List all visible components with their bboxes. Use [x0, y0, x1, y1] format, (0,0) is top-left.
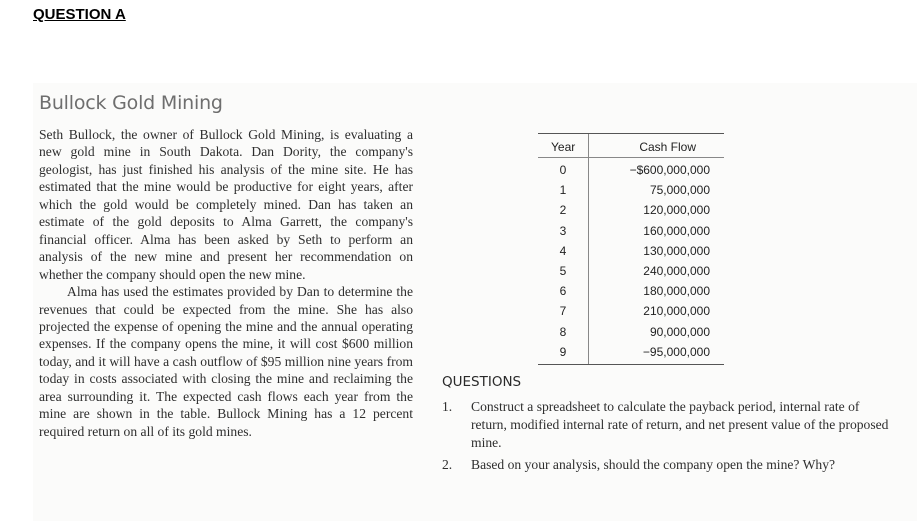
table-row — [538, 181, 724, 201]
table-row — [538, 343, 724, 363]
case-paragraph-2: Alma has used the estimates provided by Dan to determine the revenues that could be expected from the mine. She has also projected the expense of opening the mine and the annual operating expenses. If the company opens the mine, it will cost $600 million today, and it will have a cash outflow of $95 million nine years from today in costs associated with closing the mine and reclaiming the area surrounding it. The expected cash flows each year from the mine are shown in the table. Bullock Mining has a 12 percent required return on all of its gold mines. — [39, 284, 413, 439]
question-number: 1. — [442, 399, 453, 414]
cash-flow-cell: 160,000,000 — [643, 223, 710, 238]
question-text: Construct a spreadsheet to calculate the payback period, internal rate of return, modified internal rate of return, and net present value of the proposed mine. — [471, 399, 889, 450]
cash-flow-column-header: Cash Flow — [639, 140, 696, 154]
question-item — [442, 456, 892, 474]
questions-list — [442, 398, 892, 478]
cash-flow-cell: 180,000,000 — [643, 284, 710, 299]
table-row — [538, 323, 724, 343]
cash-flow-cell: 75,000,000 — [649, 183, 710, 198]
table-row — [538, 262, 724, 282]
year-cell: 4 — [559, 243, 567, 258]
cash-flow-cell: −$600,000,000 — [629, 163, 710, 177]
cash-flow-cell: 210,000,000 — [643, 304, 710, 319]
year-cell: 3 — [559, 223, 567, 238]
table-row — [538, 282, 724, 302]
year-cell: 6 — [559, 284, 567, 299]
case-paragraph-1: Seth Bullock, the owner of Bullock Gold Mining, is evaluating a new gold mine in South Dakota. Dan Dority, the company's geologist, has just finished his analysis of the mine site. He has estimated that the mine would be productive for eight years, after which the gold would be completely mined. Dan has taken an estimate of the gold deposits to Alma Garrett, the company's financial officer. Alma has been asked by Seth to perform an analysis of the new mine and present her recommendation on whether the company should open the new mine. — [39, 127, 413, 282]
question-number: 2. — [442, 457, 453, 472]
table-row — [538, 302, 724, 322]
year-cell: 5 — [559, 263, 567, 278]
case-title: Bullock Gold Mining — [39, 92, 223, 114]
questions-title: QUESTIONS — [442, 374, 522, 390]
cash-flow-cell: −95,000,000 — [642, 344, 710, 359]
table-header-row — [538, 134, 724, 158]
year-cell: 7 — [559, 304, 567, 319]
table-body — [538, 158, 724, 363]
year-cell: 9 — [559, 344, 567, 359]
cash-flow-cell: 90,000,000 — [649, 324, 710, 339]
table-row — [538, 222, 724, 242]
table-row — [538, 201, 724, 221]
year-cell: 8 — [559, 324, 567, 339]
table-row — [538, 242, 724, 262]
cash-flow-cell: 120,000,000 — [643, 203, 710, 218]
cash-flow-table — [538, 133, 724, 365]
year-cell: 0 — [559, 163, 567, 177]
question-text: Based on your analysis, should the company open the mine? Why? — [471, 457, 836, 472]
cash-flow-cell: 130,000,000 — [643, 243, 710, 258]
question-heading: QUESTION A — [33, 6, 126, 23]
question-item — [442, 398, 892, 452]
case-body — [39, 126, 413, 440]
table-row — [538, 161, 724, 181]
year-cell: 2 — [559, 203, 567, 218]
year-cell: 1 — [559, 183, 567, 198]
year-column-header: Year — [551, 140, 576, 154]
cash-flow-cell: 240,000,000 — [643, 263, 710, 278]
